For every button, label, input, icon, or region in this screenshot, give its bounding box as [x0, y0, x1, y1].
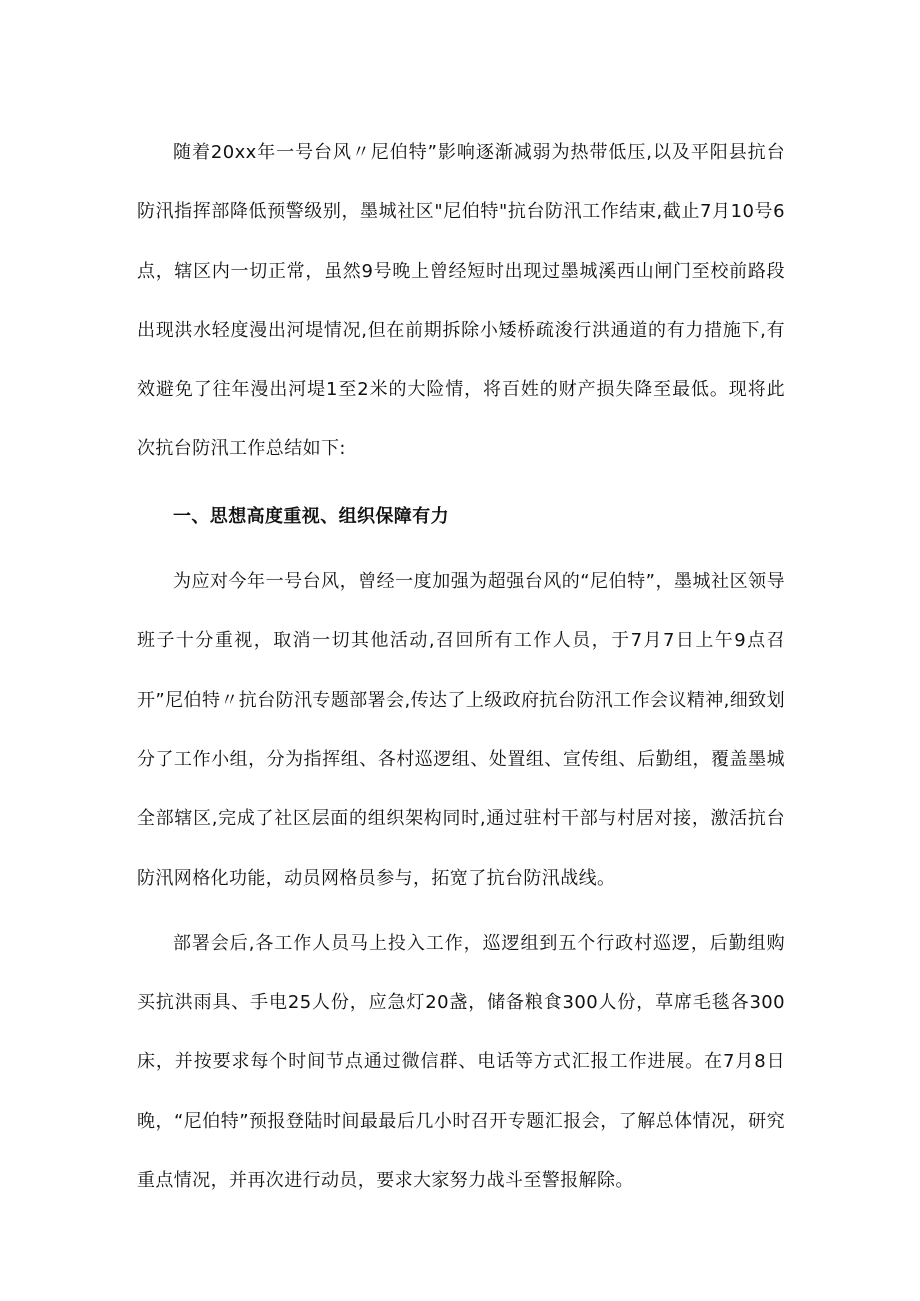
- document-body: [137, 123, 785, 1210]
- body-paragraph-1: 为应对今年一号台风，曾经一度加强为超强台风的“尼伯特”，墨城社区领导班子十分重视，取消一切其他活动,召回所有工作人员，于7月7日上午9点召开”尼伯特〃抗台防汛专题部署会,传达了上级政府抗台防汛工作会议精神,细致划分了工作小组，分为指挥组、各村巡逻组、处置组、宣传组、后勤组，覆盖墨城全部辖区,完成了社区层面的组织架构同时,通过驻村干部与村居对接，激活抗台防汛网格化功能，动员网格员参与，拓宽了抗台防汛战线。: [137, 571, 785, 889]
- section-heading-1: 一、思想高度重视、组织保障有力: [173, 505, 449, 527]
- body-paragraph-2: 部署会后,各工作人员马上投入工作，巡逻组到五个行政村巡逻，后勤组购买抗洪雨具、手电25人份，应急灯20盏，储备粮食300人份，草席毛毯各300床，并按要求每个时间节点通过微信群、电话等方式汇报工作进展。在7月8日晚，“尼伯特”预报登陆时间最最后几小时召开专题汇报会，了解总体情况，研究重点情况，并再次进行动员，要求大家努力战斗至警报解除。: [137, 932, 785, 1192]
- intro-paragraph: 随着20xx年一号台风〃尼伯特”影响逐渐减弱为热带低压,以及平阳县抗台防汛指挥部降低预警级别，墨城社区"尼伯特"抗台防汛工作结束,截止7月10号6点，辖区内一切正常，虽然9号晚上曾经短时出现过墨城溪西山闸门至校前路段出现洪水轻度漫出河堤情况,但在前期拆除小矮桥疏浚行洪通道的有力措施下,有效避免了往年漫出河堤1至2米的大险情，将百姓的财产损失降至最低。现将此次抗台防汛工作总结如下:: [137, 142, 785, 460]
